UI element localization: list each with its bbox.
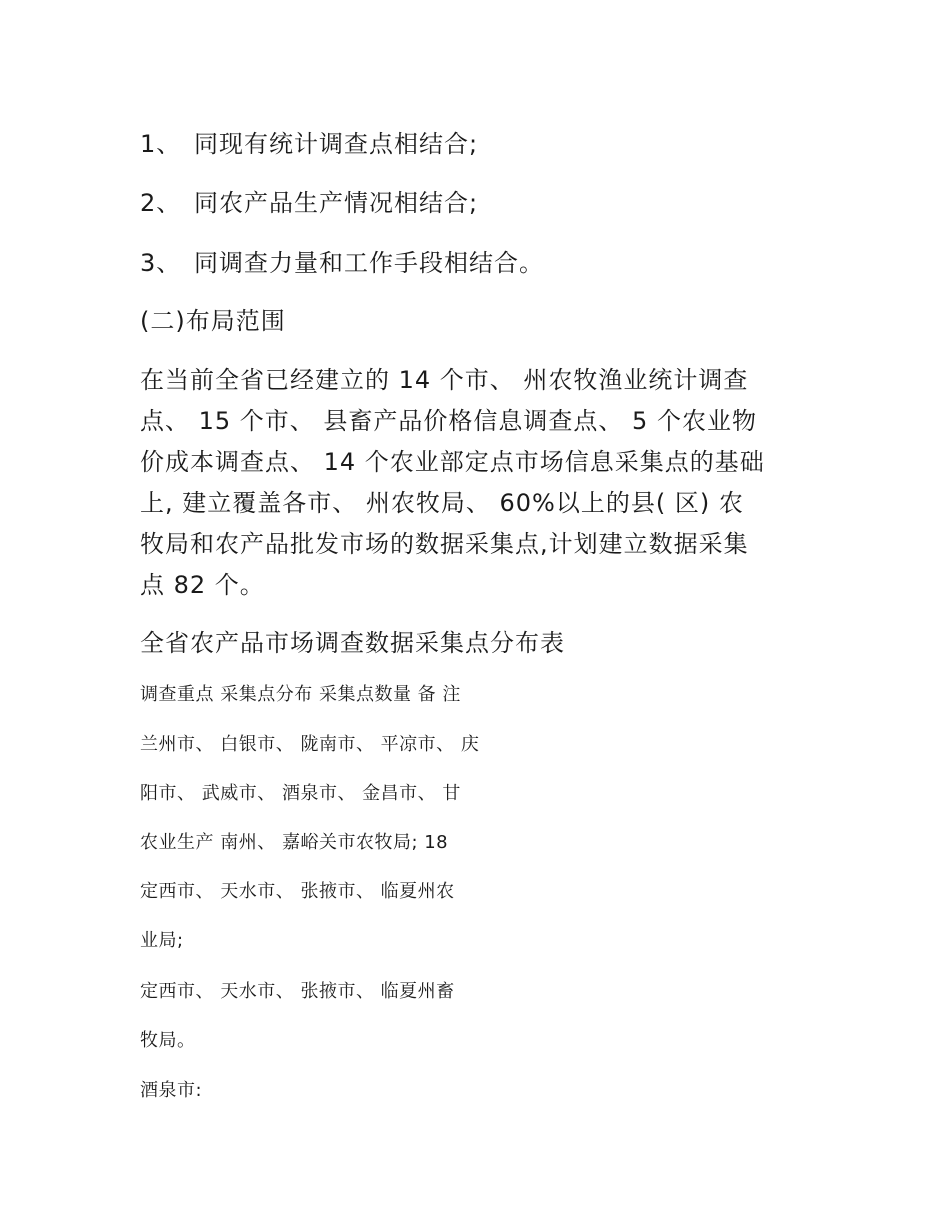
paragraph-line: 点、 15 个市、 县畜产品价格信息调查点、 5 个农业物 — [140, 407, 757, 435]
table-text-line: 定西市、 天水市、 张掖市、 临夏州畜 — [140, 981, 455, 1002]
table-text-line: 牧局。 — [140, 1030, 196, 1051]
table-text-line: 兰州市、 白银市、 陇南市、 平凉市、 庆 — [140, 734, 480, 755]
principle-text: 同农产品生产情况相结合; — [194, 189, 479, 217]
table-title: 全省农产品市场调查数据采集点分布表 — [140, 629, 565, 657]
paragraph-line: 价成本调查点、 14 个农业部定点市场信息采集点的基础 — [140, 448, 765, 476]
principle-number: 2、 — [140, 189, 182, 217]
principle-item-3 — [140, 243, 544, 278]
principle-number: 3、 — [140, 249, 182, 277]
principle-text: 同现有统计调查点相结合; — [194, 130, 479, 158]
principle-item-1 — [140, 124, 478, 159]
principle-item-2 — [140, 183, 478, 218]
paragraph-line: 在当前全省已经建立的 14 个市、 州农牧渔业统计调查 — [140, 366, 749, 394]
table-header-row: 调查重点 采集点分布 采集点数量 备 注 — [140, 684, 461, 705]
principle-text: 同调查力量和工作手段相结合。 — [194, 249, 544, 277]
table-text-line: 业局; — [140, 930, 184, 951]
paragraph-line: 上, 建立覆盖各市、 州农牧局、 60%以上的县( 区) 农 — [140, 489, 744, 517]
table-text-line: 酒泉市: — [140, 1080, 203, 1101]
paragraph-line: 牧局和农产品批发市场的数据采集点,计划建立数据采集 — [140, 530, 749, 558]
table-text-line: 定西市、 天水市、 张掖市、 临夏州农 — [140, 881, 455, 902]
paragraph-line: 点 82 个。 — [140, 571, 265, 599]
table-text-line: 农业生产 南州、 嘉峪关市农牧局; 18 — [140, 832, 449, 853]
principle-number: 1、 — [140, 130, 182, 158]
table-text-line: 阳市、 武威市、 酒泉市、 金昌市、 甘 — [140, 783, 461, 804]
section-heading: (二)布局范围 — [140, 307, 286, 335]
